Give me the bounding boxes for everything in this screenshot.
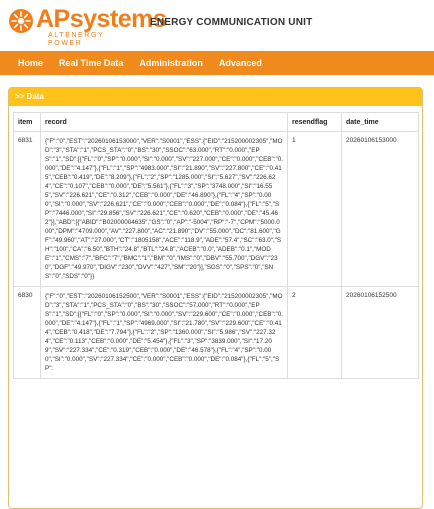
cell-record: {"F":"0","EST":"20260106152500","VER":"S0001","ESS":{"EID":"215200002305","MOD":"3","STA":"1","PCS_STA":"0","BS":"30","SSOC":"57.000","RT":"0.000","EPS":"1","SD":[{"FL":"0","SP":"0.000","SI":"0.000","SV":"229.600","CE":"0.000","CEB":"0.000","DE":"4.147"},{"FL":"1","SP":"4969.000","SI":"21.780","SV":"229.600","CE":"0.414","CEB":"0.418","DE":"7.794"},{"FL":"2","SP":"1360.000","SI":"5.986","SV":"227.324","CE":"0.113","CEB":"0.000","DE":"5.454"},{"FL":"3","SP":"3839.000","SI":"17.209","SV":"227.334","CE":"0.319","CEB":"0.000","DE":"46.578"},{"FL":"4","SP":"0.000","SI":"0.000","SV":"227.334","CE":"0.000","CEB":"0.000","DE":"0.084"},{"FL":"5","SP":	[41, 287, 288, 379]
header	[0, 0, 434, 47]
data-table	[13, 112, 419, 379]
logo-mark-icon	[8, 8, 34, 34]
nav-advanced[interactable]: Advanced	[218, 58, 262, 68]
nav-home[interactable]: Home	[18, 58, 44, 68]
cell-record: {"F":"0","EST":"20260106153000","VER":"S0001","ESS":{"EID":"215200002305","MOD":"3","STA":"1","PCS_STA":"0","BS":"30","SSOC":"63.000","RT":"0.000","EPS":"1","SD":[{"FL":"0","SP":"0.000","SI":"0.000","SV":"227.000","CE":"0.000","CEB":"0.000","DE":"4.147"},{"FL":"1","SP":"4983.000","SI":"21.890","SV":"227.800","CE":"0.415","CEB":"0.419","DE":"8.209"},{"FL":"2","SP":"1285.000","SI":"5.627","SV":"226.624","CE":"0.107","CEB":"0.000","DE":"5.561"},{"FL":"3","SP":"3748.000","SI":"16.555","SV":"226.621","CE":"0.312","CEB":"0.000","DE":"46.890"},{"FL":"4","SP":"0.000","SI":"0.000","SV":"226.621","CE":"0.000","CEB":"0.000","DE":"0.084"},{"FL":"5","SP":"7446.000","SI":"29.856","SV":"226.621","CE":"0.620","CEB":"0.000","DE":"45.462"}],"ABD":[{"ABID":"B02000004635","GS":"0","AP":"-5004","RP":"-7","CPM":"5000.000","DPM":"4709.000","AV":"227.800","AC":"21.890","DV":"55.000","DC":"81.600","GF":"49.960","AT":"27.000","CT":"1805158","ACE":"118.9","ADE":"57.4","SC":"63.0","SH":"100","CA":"6.50","BTH":"24.8","BTL":"24.8","ACEB":"0.0","ADEB":"0.1","MODE":"1","CMS":"7","BFC":"7","BMC":"1","BM":"0","IMS":"0","DBV":"55.700","DGV":"230","DGF":"49.970","DIGV":"230","DVV":"427","SM":"20"}],"SGS":"0","SPS":"0","SNS":"0","SDS":"0"}}	[41, 132, 288, 287]
table-header-row	[14, 113, 419, 132]
nav-real-time-data[interactable]: Real Time Data	[59, 58, 124, 68]
apsystems-logo[interactable]	[8, 5, 167, 47]
column-header-item: item	[14, 113, 41, 132]
panel-title: >> Data	[9, 88, 422, 106]
nav-administration[interactable]: Administration	[139, 58, 203, 68]
brand-tagline: ALTENERGY POWER	[48, 32, 105, 47]
cell-date-time: 20260106152500	[342, 287, 419, 379]
cell-item: 6831	[14, 132, 41, 287]
data-panel	[8, 87, 423, 509]
column-header-record: record	[41, 113, 288, 132]
table-row	[14, 287, 419, 379]
cell-item: 6830	[14, 287, 41, 379]
column-header-date-time: date_time	[342, 113, 419, 132]
cell-resendflag: 1	[288, 132, 342, 287]
page-title: ENERGY COMMUNICATION UNIT	[150, 17, 313, 28]
brand-name: APsystems	[36, 5, 167, 33]
main-nav	[0, 51, 434, 75]
cell-resendflag: 2	[288, 287, 342, 379]
table-row	[14, 132, 419, 287]
column-header-resendflag: resendflag	[288, 113, 342, 132]
cell-date-time: 20260106153000	[342, 132, 419, 287]
